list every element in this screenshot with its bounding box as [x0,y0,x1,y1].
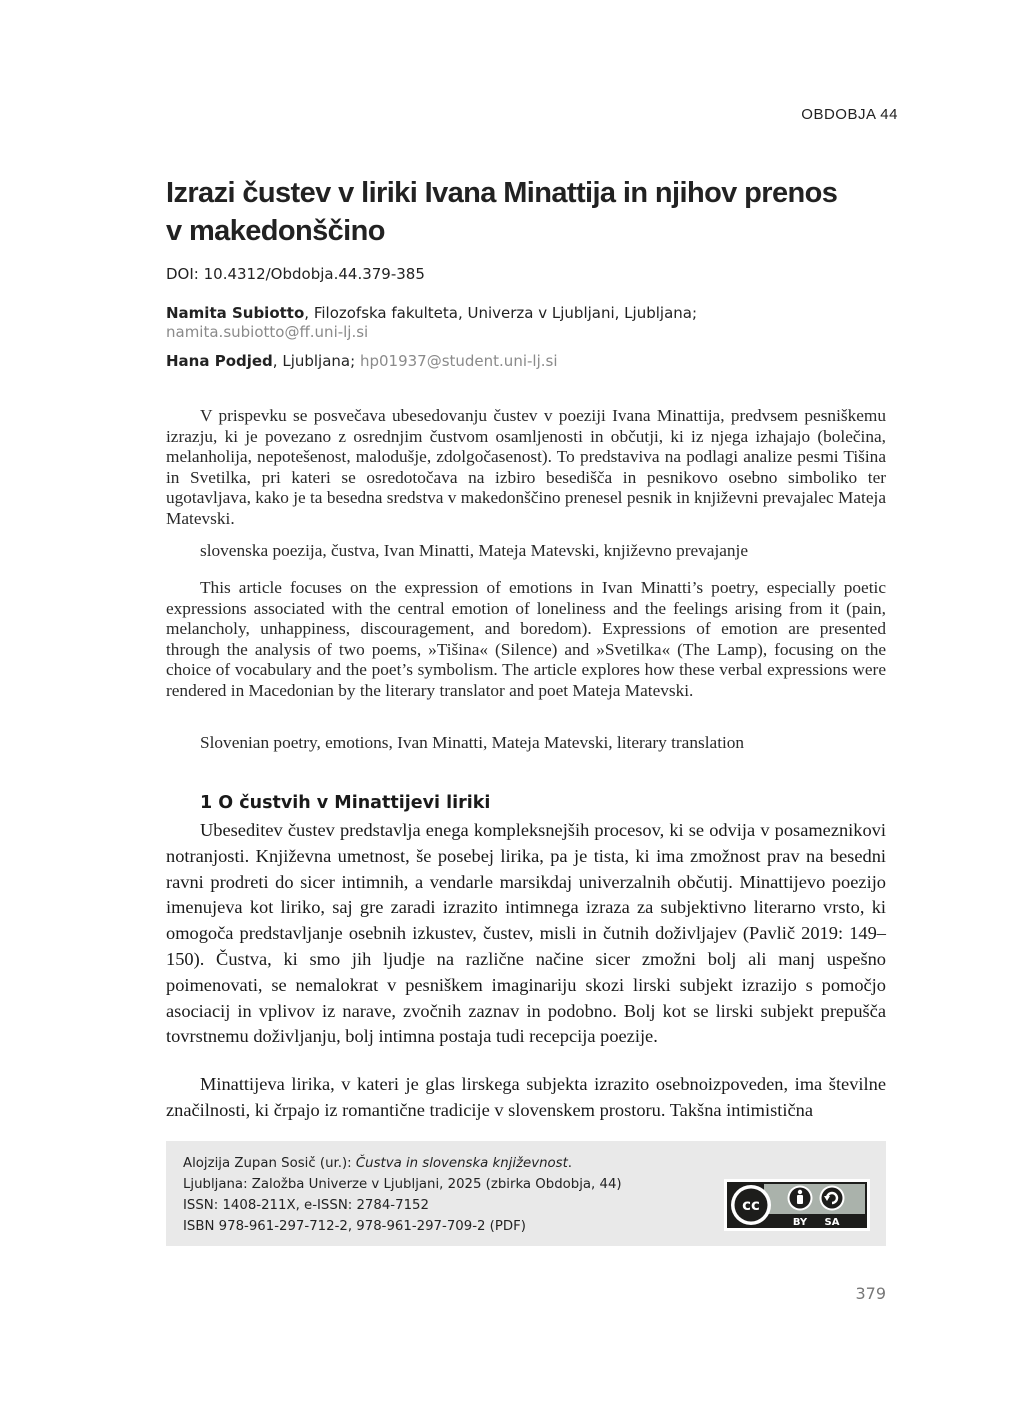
editor-text: Alojzija Zupan Sosič (ur.): [183,1156,356,1171]
publication-info-box [166,1141,886,1246]
article-title [166,174,866,250]
author-1-affiliation: , Filozofska fakulteta, Univerza v Ljubljani, Ljubljana; [304,304,698,322]
title-line-2: v makedonščino [166,215,385,247]
citation-line [183,1153,622,1174]
body-paragraph-2: Minattijeva lirika, v kateri je glas lirskega subjekta izrazito osebnoizpoveden, ima številne značilnosti, ki črpajo iz romantične tradicije v slovenskem prostoru. Takšna intimistična [166,1074,886,1120]
body-paragraph-1: Ubeseditev čustev predstavlja enega kompleksnejših procesov, ki se odvija v posameznikovi notranjosti. Književna umetnost, še posebej lirika, pa je tista, ki ima zmožnost prav na besedni ravni prodreti do sicer intimnih, a vendarle marsikdaj univerzalnih občutij. Minattijevo poezijo imenujeva kot liriko, saj gre zaradi izrazito intimnega izraza za subjektivno literarno vrsto, ki omogoča predstavljanje osebnih izkustev, čustev, misli in čutnih doživljajev (Pavlič 2019: 149–150). Čustva, ki smo jih ljudje na različne načine sicer zmožni bolj ali manj uspešno poimenovati, se nemalokrat v pesniškem imaginariju skozi lirski subjekt izrazijo s pomočjo asociacij in vplivov iz narave, zvočnih zaznav in podobno. Bolj kot se lirski subjekt prepušča tovrstnemu doživljanju, bolj intimna postaja tudi recepcija poezije. [166,820,886,1047]
doi: DOI: 10.4312/Obdobja.44.379-385 [166,265,425,283]
by-label: BY [792,1217,808,1228]
cc-label: cc [742,1196,760,1214]
book-title-end: . [567,1156,573,1171]
publisher-line: Ljubljana: Založba Univerze v Ljubljani, 2025 (zbirka Obdobja, 44) [183,1177,622,1192]
author-2-name: Hana Podjed [166,352,273,370]
issn-line: ISSN: 1408-211X, e-ISSN: 2784-7152 [183,1198,429,1213]
author-1-name: Namita Subiotto [166,304,305,322]
author-2-affiliation: , Ljubljana; [272,352,356,370]
page-number: 379 [855,1284,886,1303]
keywords-slovenian: slovenska poezija, čustva, Ivan Minatti, Mateja Matevski, književno prevajanje [200,541,749,560]
book-title: Čustva in slovenska književnost [355,1156,568,1171]
section-heading: 1 O čustvih v Minattijevi liriki [200,793,491,813]
author-2-email[interactable]: hp01937@student.uni-lj.si [359,352,558,370]
author-1-email[interactable]: namita.subiotto@ff.uni-lj.si [166,323,369,341]
publication-info [183,1153,622,1237]
author-2 [166,352,558,371]
author-1 [166,304,697,342]
keywords-english: Slovenian poetry, emotions, Ivan Minatti, Mateja Matevski, literary translation [200,733,745,752]
abstract-slovenian: V prispevku se posvečava ubesedovanju čustev v poeziji Ivana Minattija, predvsem pesniškemu izrazju, ki je povezano z osrednjim čustvom osamljenosti in občutji, ki iz njega izhajajo (bolečina, melanholija, nepotešenost, malodušje, zdolgočasenost). To predstaviva na podlagi analize pesmi Tišina in Svetilka, pri kateri se osredotočava na izbiro besedišča in pesnikovo osebno simboliko ter ugotavljava, kako je ta besedna sredstva v makedonščino prenesel pesnik in književni prevajalec Mateja Matevski. [166,406,886,528]
isbn-line: ISBN 978-961-297-712-2, 978-961-297-709-2 (PDF) [183,1219,526,1234]
abstract-english: This article focuses on the expression of emotions in Ivan Minatti’s poetry, especially poetic expressions associated with the central emotion of loneliness and the feelings arising from it (pain, melancholy, unhappiness, discouragement, and boredom). Expressions of emotion are presented through the analysis of two poems, »Tišina« (Silence) and »Svetilka« (The Lamp), focusing on the choice of vocabulary and the poet’s symbolism. The article explores how these verbal expressions were rendered in Macedonian by the literary translator and poet Mateja Matevski. [166,578,886,700]
cc-by-sa-license-icon [724,1179,870,1231]
journal-header: OBDOBJA 44 [801,106,898,123]
title-line-1: Izrazi čustev v liriki Ivana Minattija in njihov prenos [166,177,838,209]
sa-label: SA [824,1217,840,1228]
